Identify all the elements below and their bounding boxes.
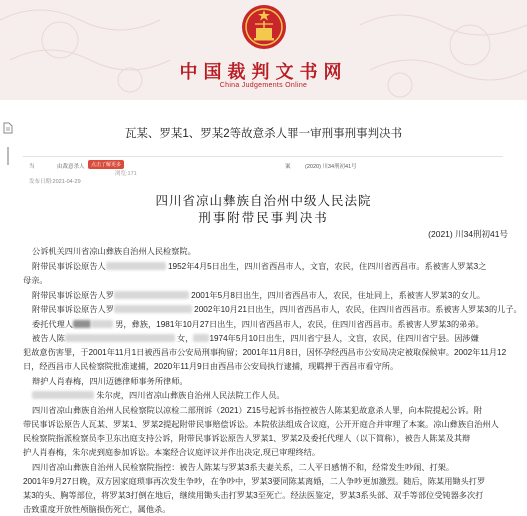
body-line: 委托代理人 男，彝族，1981年10月27日出生，四川省西昌市人，农民，住四川省西昌市。系被害人罗某3的弟弟。 bbox=[32, 320, 484, 329]
body-line: 击致重度开放性颅脑损伤死亡，属他杀。 bbox=[23, 505, 171, 514]
site-title: 中国裁判文书网 bbox=[179, 62, 348, 83]
case-label: 案 bbox=[285, 164, 291, 170]
body-line: 公诉机关四川省凉山彝族自治州人民检察院。 bbox=[32, 247, 196, 256]
court-name: 四川省凉山彝族自治州中级人民法院 bbox=[155, 193, 372, 208]
court-emblem-icon bbox=[241, 4, 287, 50]
body-line: 附带民事诉讼原告人罗 2002年10月21日出生，四川省西昌市人，农民，住四川省西昌市。系被害人罗某3的儿子。 bbox=[32, 305, 522, 314]
more-info-tag[interactable]: 点击了解更多 bbox=[88, 160, 124, 169]
body-line: 辩护人肖春梅，四川迈德律师事务所律师。 bbox=[32, 377, 188, 386]
site-subtitle: China Judgements Online bbox=[219, 82, 308, 89]
plaintiff-value: 由裁意杀人 bbox=[57, 164, 85, 170]
site-header bbox=[0, 0, 527, 100]
body-line: 母亲。 bbox=[23, 276, 48, 285]
case-number: (2021) 川34刑初41号 bbox=[428, 229, 508, 239]
case-value: (2020) 川34刑初41号 bbox=[305, 164, 357, 170]
views-count: 浏览:171 bbox=[115, 171, 137, 177]
scroll-handle[interactable] bbox=[7, 147, 9, 165]
body-line: 犯故意伤害罪，于2001年11月1日被西昌市公安局刑事拘留；2001年11月8日，因怀孕经西昌市公安局决定被取保候审。2002年11月12 bbox=[23, 348, 507, 357]
document-title: 瓦某、罗某1、罗某2等故意杀人罪一审刑事刑事判决书 bbox=[124, 128, 403, 140]
body-line: 四川省凉山彝族自治州人民检察院以凉检二部刑诉（2021）Z15号起诉书指控被告人陈某犯故意杀人罪，向本院提起公诉。附 bbox=[32, 406, 482, 415]
plaintiff-label: 当 bbox=[29, 164, 35, 170]
info-row bbox=[23, 156, 503, 177]
body-line: 民检察院指派检察员李卫东出庭支持公诉，附带民事诉讼原告人罗某1、罗某2及委托代理人（以下简称），被告人陈某及其辩 bbox=[23, 434, 471, 443]
body-line: 某3的头、胸等部位，将罗某3打倒在地后，继续用锄头击打罗某3至死亡。经法医鉴定，罗某3系头部、双手等部位受钝器多次打 bbox=[23, 491, 484, 500]
document-type: 刑事附带民事判决书 bbox=[198, 210, 329, 225]
body-line: 护人肖春梅，朱尔虎到庭参加诉讼。本案经合议庭评议并作出决定,现已审理终结。 bbox=[23, 448, 321, 457]
body-line: 2001年9月27日晚，双方因家庭琐事再次发生争吵，在争吵中，罗某3要同陈某离婚，二人争吵更加激烈。随后，陈某用锄头打罗 bbox=[23, 477, 486, 486]
body-line: 附带民事诉讼原告人罗 2001年5月8日出生，四川省西昌市人，农民，住址同上，系被害人罗某3的女儿。 bbox=[32, 291, 486, 300]
body-line: 被告人陈 女， 1974年5月10日出生，四川省宁县人，文盲，农民，住四川省宁县。因涉嫌 bbox=[32, 334, 479, 343]
body-line: 朱尔虎，四川省凉山彝族自治州人民法院工作人员。 bbox=[32, 389, 285, 402]
body-line: 附带民事诉讼原告人 1952年4月5日出生，四川省西昌市人，文盲，农民，住四川省西昌市。系被害人罗某3之 bbox=[32, 262, 487, 271]
publish-date: 发布日期:2021-04-29 bbox=[29, 179, 81, 185]
body-line: 四川省凉山彝族自治州人民检察院指控：被告人陈某与罗某3系夫妻关系，二人平日感情不和，经常发生吵闹、打架。 bbox=[32, 463, 455, 472]
body-line: 日，经西昌市人民检察院批准逮捕，2020年11月9日由西昌市公安局执行逮捕，现羁押于西昌市看守所。 bbox=[23, 362, 399, 371]
body-line: 带民事诉讼原告人瓦某、罗某1、罗某2提起附带民事赔偿诉讼。本院依法组成合议庭，公开开庭合并审理了本案。凉山彝族自治州人 bbox=[23, 420, 499, 429]
